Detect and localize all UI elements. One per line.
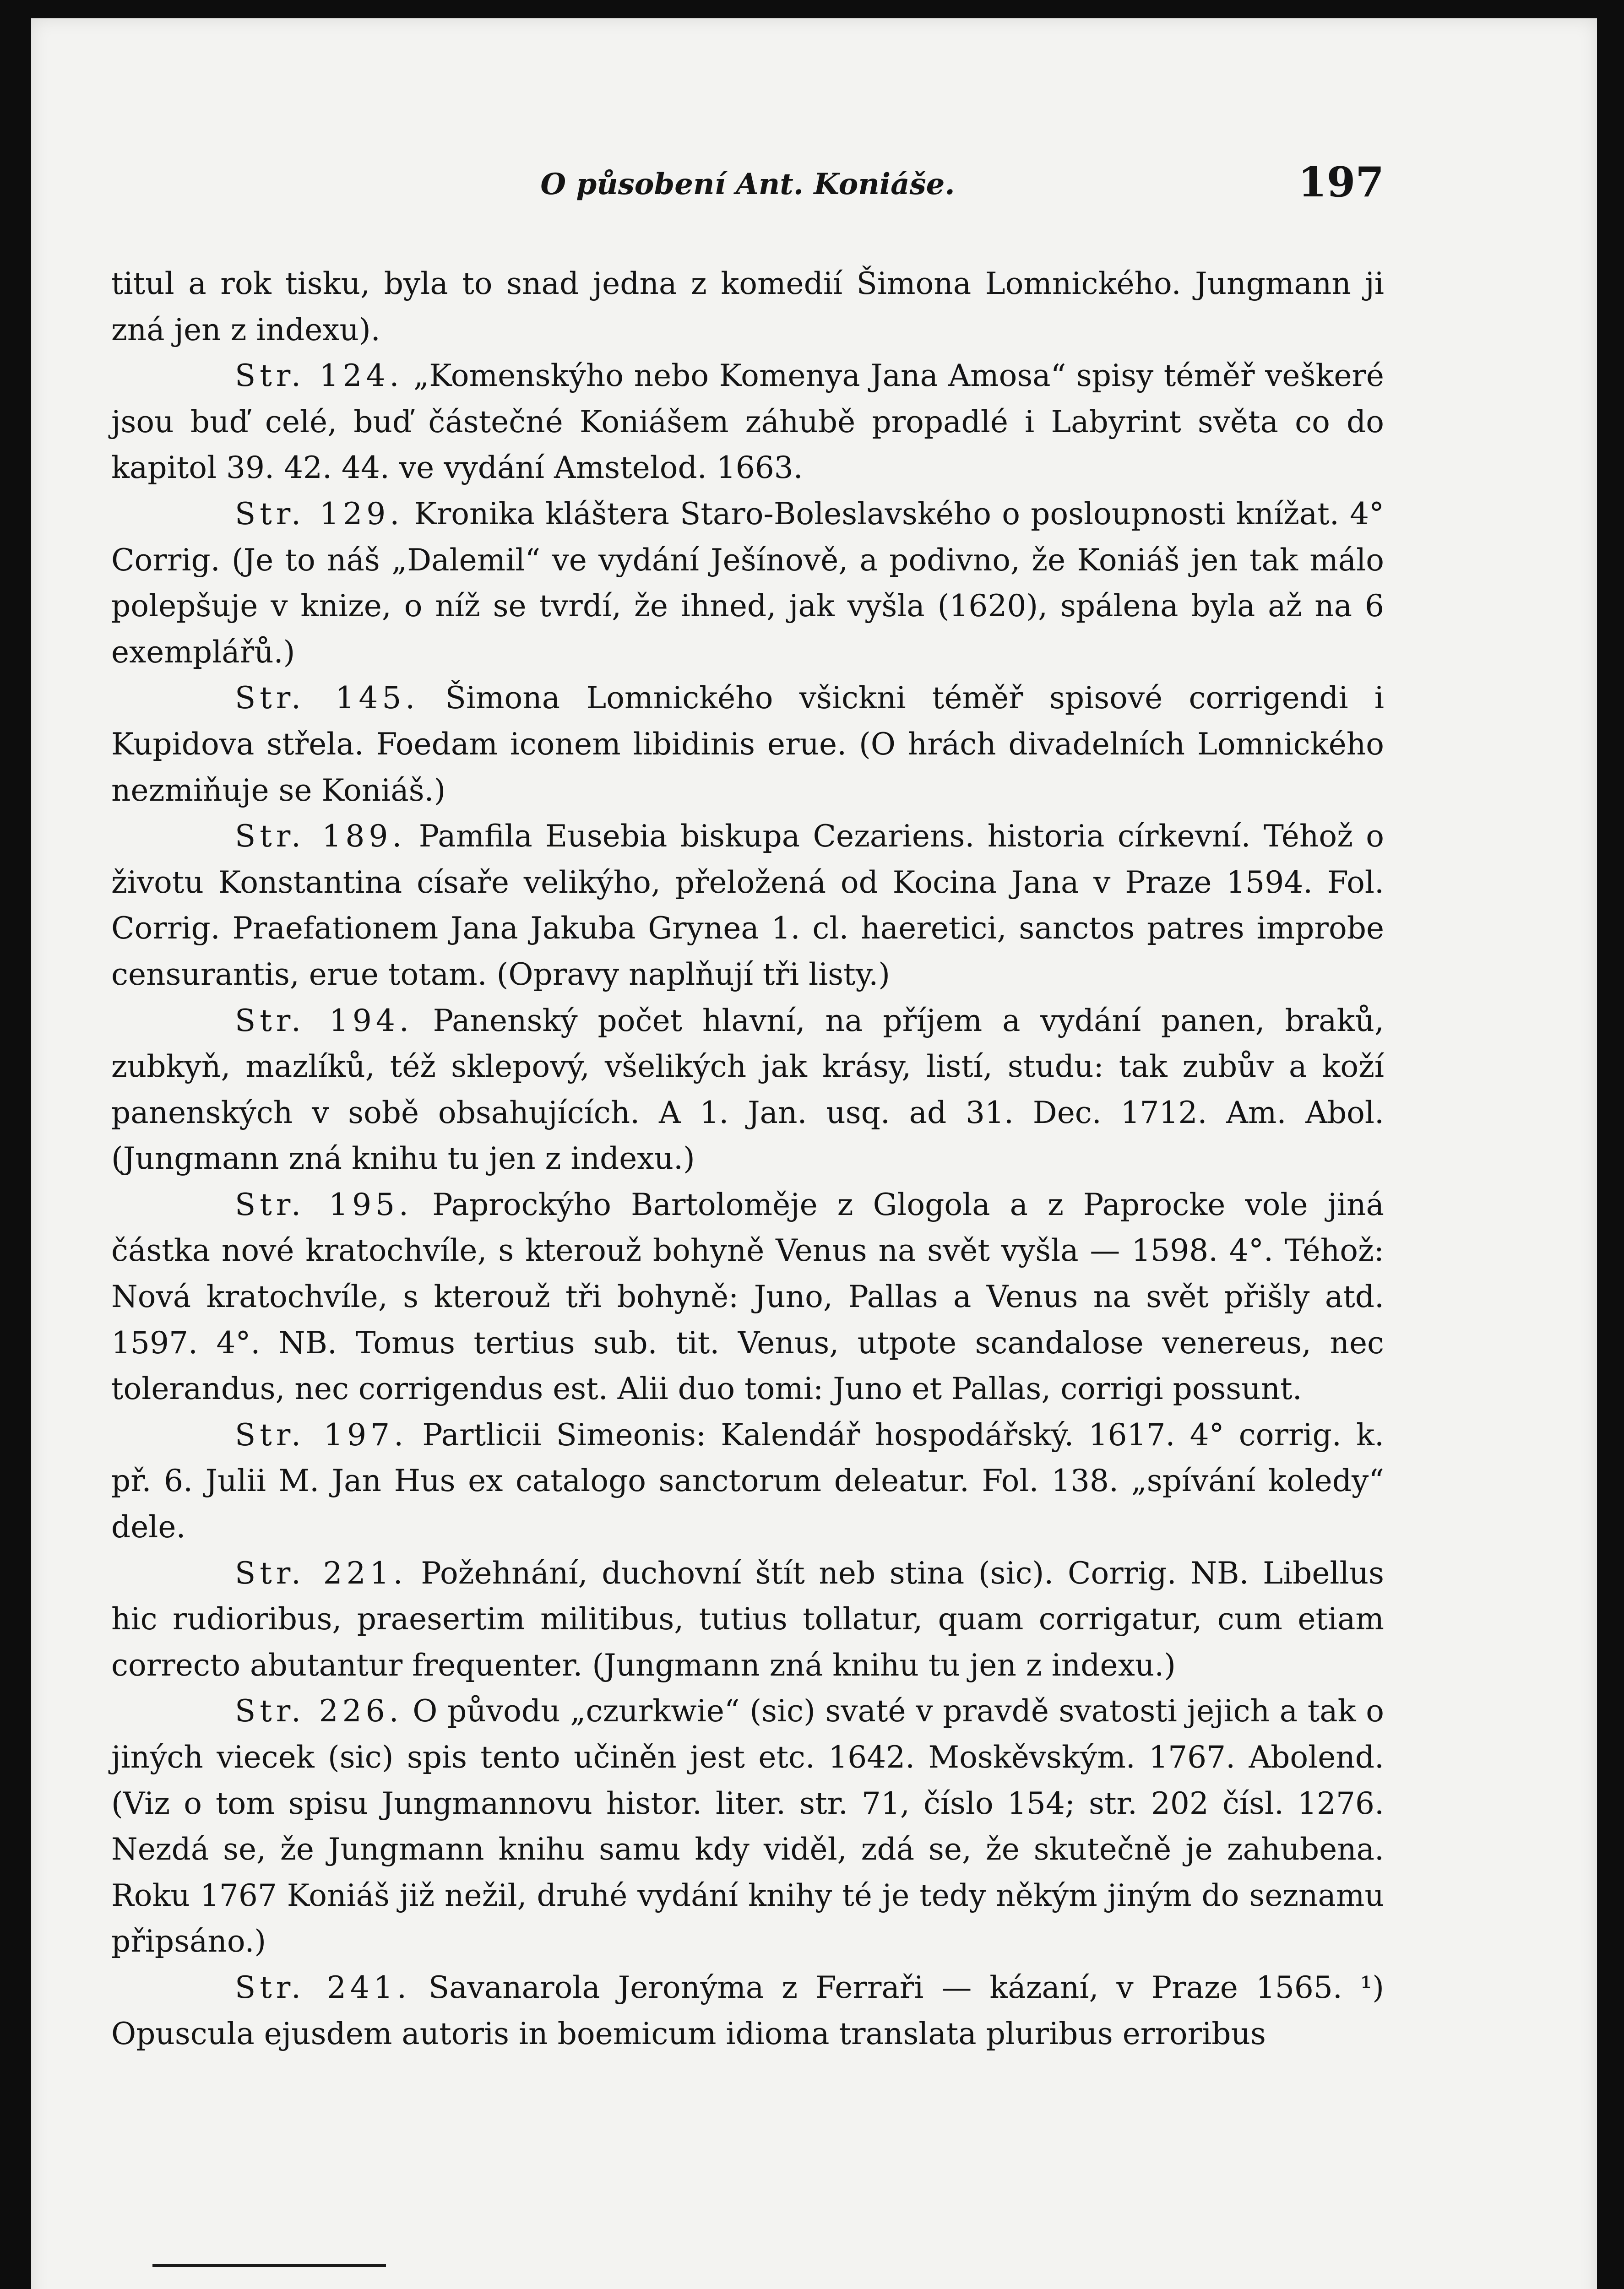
entry-paragraph bbox=[111, 491, 1384, 675]
book-page bbox=[31, 18, 1597, 2289]
entry-paragraph bbox=[111, 1412, 1384, 1551]
paragraph-text: titul a rok tisku, byla to snad jedna z komedií Šimona Lomnického. Jungmann ji zná jen z indexu). bbox=[111, 266, 1384, 347]
page-reference: Str. 197. bbox=[235, 1417, 408, 1453]
body-text bbox=[111, 261, 1384, 2057]
paragraph-text: Požehnání, duchovní štít neb stina (sic). Corrig. NB. Libellus hic rudioribus, praesertim militibus, tutius tollatur, quam corrigatur, cum etiam correcto abutantur frequenter. (Jungmann zná knihu tu jen z indexu.) bbox=[111, 1555, 1384, 1683]
page-reference: Str. 221. bbox=[235, 1555, 407, 1591]
paragraph-text: Savanarola Jeronýma z Ferraři — kázaní, v Praze 1565. ¹) Opuscula ejusdem autoris in boemicum idioma translata pluribus erroribus bbox=[111, 1969, 1384, 2051]
running-title: O působení Ant. Koniáše. bbox=[540, 167, 955, 201]
paragraph-text: Paprockýho Bartoloměje z Glogola a z Paprocke vole jiná částka nové kratochvíle, s kterouž bohyně Venus na svět vyšla — 1598. 4°. Téhož: Nová kratochvíle, s kterouž tři bohyně: Juno, Pallas a Venus na svět přišly atd. 1597. 4°. NB. Tomus tertius sub. tit. Venus, utpote scandalose venereus, nec tolerandus, nec corrigendus est. Alii duo tomi: Juno et Pallas, corrigi possunt. bbox=[111, 1187, 1385, 1407]
paragraph-text: Kronika kláštera Staro-Boleslavského o posloupnosti knížat. 4° Corrig. (Je to náš „Dalemil“ ve vydání Ješínově, a podivno, že Koniáš jen tak málo polepšuje v knize, o níž se tvrdí, že ihned, jak vyšla (1620), spálena byla až na 6 exemplářů.) bbox=[111, 496, 1384, 670]
entry-paragraph bbox=[111, 675, 1384, 814]
page-reference: Str. 241. bbox=[235, 1969, 411, 2005]
entry-paragraph bbox=[111, 814, 1384, 998]
entry-paragraph bbox=[111, 1965, 1384, 2057]
paragraph-text: Partlicii Simeonis: Kalendář hospodářský. 1617. 4° corrig. k. př. 6. Julii M. Jan Hus ex catalogo sanctorum deleatur. Fol. 138. „spívání koledy“ dele. bbox=[111, 1417, 1384, 1545]
paragraph-text: Šimona Lomnického všickni téměř spisové corrigendi i Kupidova střela. Foedam iconem libidinis erue. (O hrách divadelních Lomnického nezmiňuje se Koniáš.) bbox=[111, 680, 1384, 808]
entry-paragraph bbox=[111, 1182, 1384, 1412]
page-reference: Str. 189. bbox=[235, 819, 406, 854]
page-header bbox=[111, 158, 1384, 213]
page-number: 197 bbox=[1298, 158, 1384, 206]
page-reference: Str. 124. bbox=[235, 358, 403, 394]
entry-paragraph bbox=[111, 998, 1384, 1182]
paragraph-text: O původu „czurkwie“ (sic) svaté v pravdě svatosti jejich a tak o jiných viecek (sic) spis tento učiněn jest etc. 1642. Moskěvským. 1767. Abolend. (Viz o tom spisu Jungmannovu histor. liter. str. 71, číslo 154; str. 202 čísl. 1276. Nezdá se, že Jungmann knihu samu kdy viděl, zdá se, že skutečně je zahubena. Roku 1767 Koniáš již nežil, druhé vydání knihy té je tedy někým jiným do seznamu připsáno.) bbox=[111, 1693, 1384, 1959]
entry-paragraph bbox=[111, 1688, 1384, 1965]
page-reference: Str. 145. bbox=[235, 680, 419, 716]
paragraph-text: Panenský počet hlavní, na příjem a vydání panen, braků, zubkyň, mazlíků, též sklepový, všelikých jak krásy, listí, studu: tak zubův a koží panenských v sobě obsahujících. A 1. Jan. usq. ad 31. Dec. 1712. Am. Abol. (Jungmann zná knihu tu jen z indexu.) bbox=[111, 1003, 1385, 1177]
paragraph-continued bbox=[111, 261, 1384, 353]
footnote-divider bbox=[152, 2264, 386, 2267]
page-reference: Str. 129. bbox=[235, 496, 404, 532]
entry-paragraph bbox=[111, 1551, 1384, 1689]
paragraph-text: „Komenskýho nebo Komenya Jana Amosa“ spisy téměř veškeré jsou buď celé, buď částečné Koniášem záhubě propadlé i Labyrint světa co do kapitol 39. 42. 44. ve vydání Amstelod. 1663. bbox=[111, 358, 1384, 486]
page-reference: Str. 194. bbox=[235, 1003, 413, 1038]
page-reference: Str. 195. bbox=[235, 1187, 413, 1222]
entry-paragraph bbox=[111, 353, 1384, 491]
page-reference: Str. 226. bbox=[235, 1693, 403, 1729]
paragraph-text: Pamfila Eusebia biskupa Cezariens. historia církevní. Téhož o životu Konstantina císaře velikýho, přeložená od Kocina Jana v Praze 1594. Fol. Corrig. Praefationem Jana Jakuba Grynea 1. cl. haeretici, sanctos patres improbe censurantis, erue totam. (Opravy naplňují tři listy.) bbox=[111, 819, 1384, 992]
